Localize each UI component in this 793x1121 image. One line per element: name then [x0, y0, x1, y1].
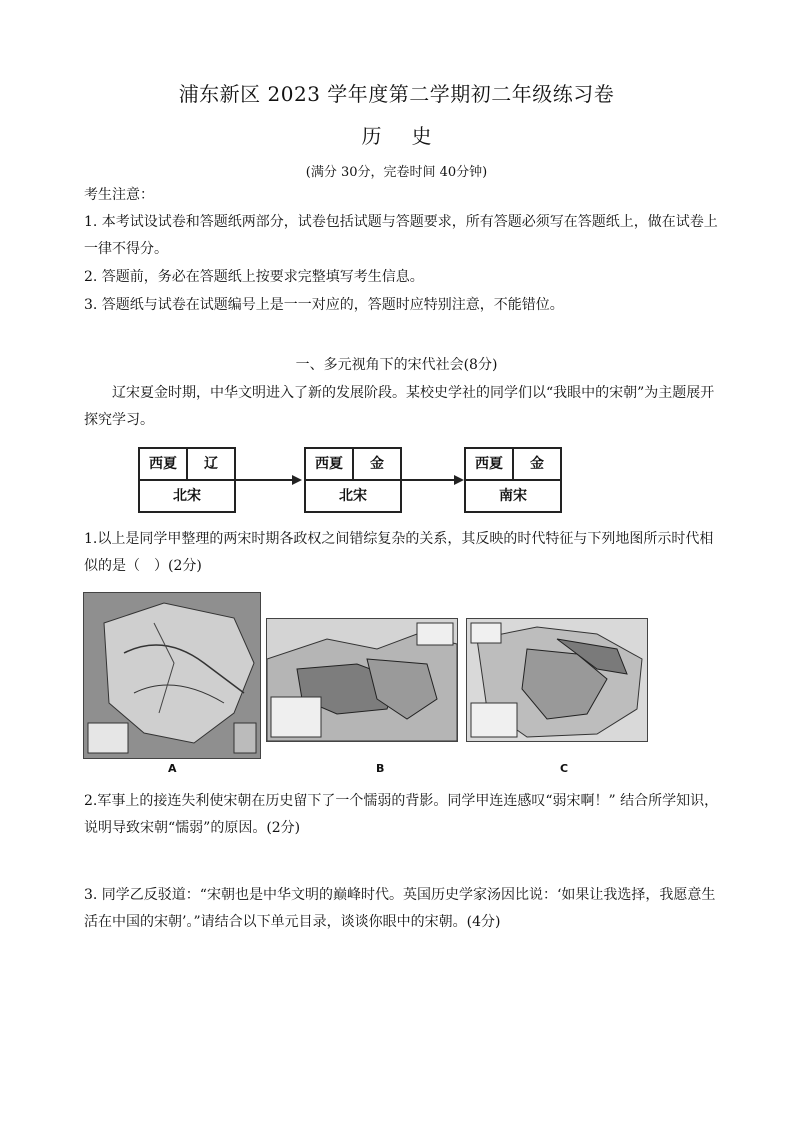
map-c-label: C: [560, 762, 569, 775]
regime-box-1-right: 辽: [204, 456, 218, 472]
notice-item-2: 2. 答题前，务必在答题纸上按要求完整填写考生信息。: [84, 269, 424, 285]
question-2: 2.军事上的接连失利使宋朝在历史留下了一个懦弱的背影。同学甲连连感叹“弱宋啊！” 结合所学知识，说明导致宋朝“懦弱”的原因。(2分): [84, 793, 719, 836]
regime-box-2: [304, 447, 402, 513]
map-a: [83, 592, 261, 759]
regime-box-2-left: 西夏: [306, 449, 354, 479]
map-a-label: A: [168, 762, 177, 775]
arrow-icon: [400, 470, 466, 490]
question-1: 1.以上是同学甲整理的两宋时期各政权之间错综复杂的关系，其反映的时代特征与下列地图所示时代相似的是（ ）(2分): [84, 531, 714, 574]
map-b-label: B: [376, 762, 385, 775]
section-intro: 辽宋夏金时期，中华文明进入了新的发展阶段。某校史学社的同学们以“我眼中的宋朝”为主题展开探究学习。: [84, 385, 715, 428]
regime-box-2-bottom: 北宋: [339, 488, 367, 504]
regime-box-3: [464, 447, 562, 513]
section-heading: 一、多元视角下的宋代社会(8分): [295, 357, 498, 373]
regime-box-3-right: 金: [530, 456, 544, 472]
page-title: 浦东新区 2023 学年度第二学期初二年级练习卷: [178, 82, 615, 106]
map-c-image: [467, 619, 647, 741]
regime-box-3-bottom: 南宋: [499, 488, 527, 504]
regime-box-2-right: 金: [370, 456, 384, 472]
question-3: 3. 同学乙反驳道：“宋朝也是中华文明的巅峰时代。英国历史学家汤因比说：‘如果让我选择，我愿意生活在中国的宋朝’。”请结合以下单元目录，谈谈你眼中的宋朝。(4分): [84, 887, 716, 930]
regime-box-3-left: 西夏: [466, 449, 514, 479]
arrow-icon: [234, 470, 304, 490]
map-a-image: [84, 593, 260, 758]
notice-item-1: 1. 本考试设试卷和答题纸两部分，试卷包括试题与答题要求，所有答题必须写在答题纸上，做在试卷上一律不得分。: [84, 214, 718, 257]
regime-box-1-bottom: 北宋: [173, 488, 201, 504]
subject-title: 历史: [361, 124, 462, 148]
map-b-image: [267, 619, 457, 741]
regime-box-1: [138, 447, 236, 513]
map-c: [466, 618, 648, 742]
map-b: [266, 618, 458, 742]
regime-box-1-left: 西夏: [140, 449, 188, 479]
notice-heading: 考生注意：: [84, 187, 154, 203]
notice-item-3: 3. 答题纸与试卷在试题编号上是一一对应的，答题时应特别注意，不能错位。: [84, 297, 564, 313]
exam-meta: (满分 30分，完卷时间 40分钟): [305, 165, 488, 180]
